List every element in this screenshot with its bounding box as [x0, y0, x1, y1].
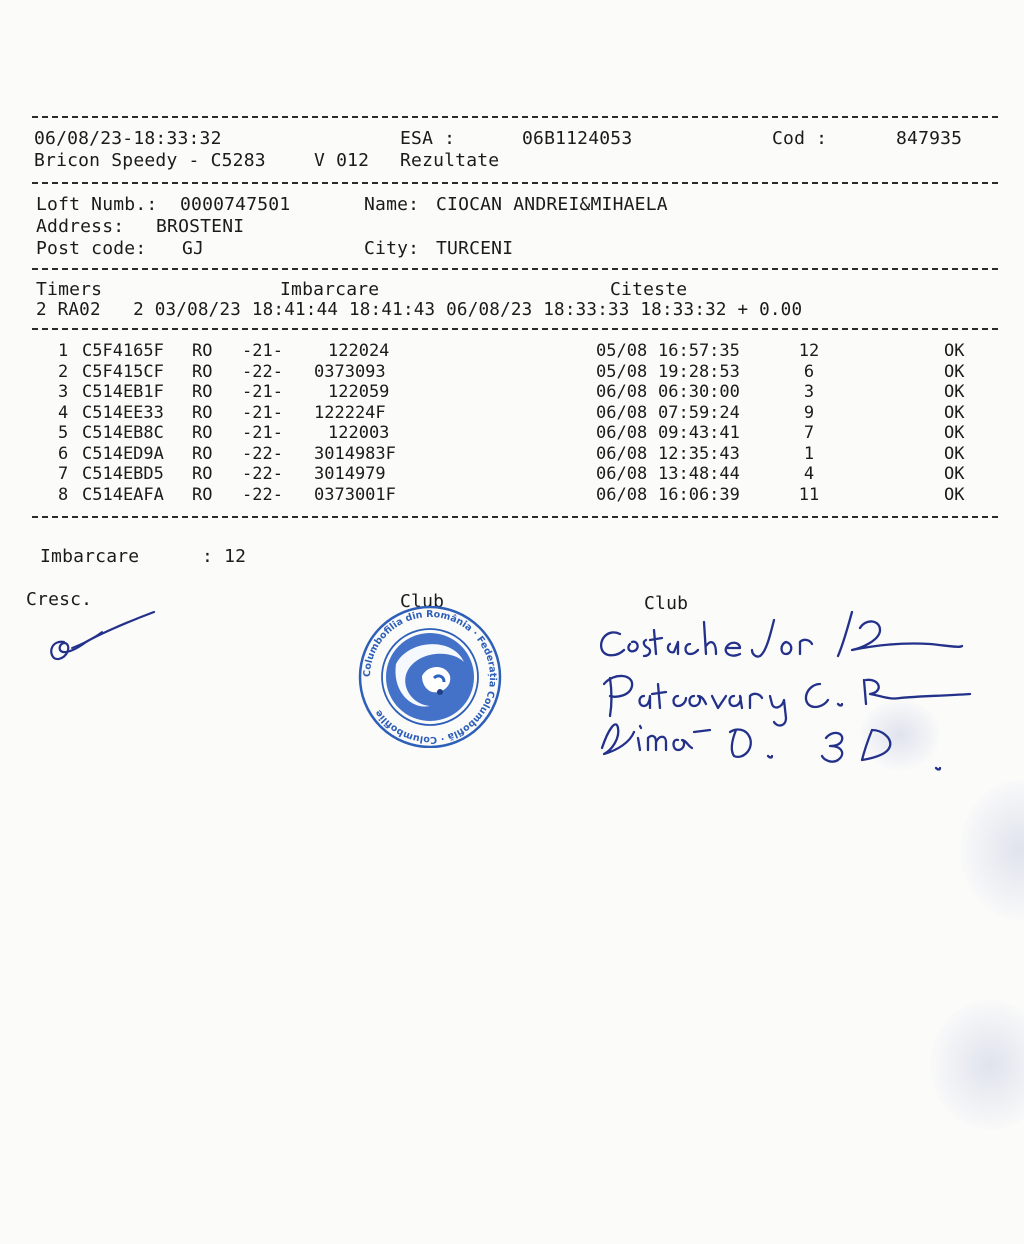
result-ring: C514EB8C: [82, 423, 164, 443]
print-datetime: 06/08/23-18:33:32: [34, 128, 222, 149]
result-year: -22-: [242, 464, 283, 484]
result-country: RO: [192, 402, 213, 423]
result-row: [0, 423, 1024, 443]
separator-line: [32, 268, 998, 270]
result-date: 06/08: [596, 484, 648, 505]
cod-label: Cod :: [772, 128, 828, 149]
city-value: TURCENI: [436, 238, 514, 259]
result-ring: C514EBD5: [82, 464, 164, 484]
result-no: 2: [58, 361, 69, 382]
result-ring: C514ED9A: [82, 443, 164, 464]
result-ring: C5F4165F: [82, 341, 164, 361]
result-row: [0, 464, 1024, 484]
result-number: 122003: [328, 423, 390, 443]
result-number: 3014979: [314, 464, 386, 484]
city-label: City:: [364, 238, 420, 259]
result-place: 12: [798, 341, 820, 361]
result-time: 12:35:43: [658, 443, 740, 464]
result-place: 1: [803, 443, 815, 464]
club-label-signatures: Club: [644, 593, 689, 614]
result-status: OK: [944, 382, 965, 402]
result-time: 19:28:53: [658, 361, 740, 382]
address-value: BROSTENI: [156, 216, 245, 237]
result-time: 06:30:00: [658, 382, 740, 402]
separator-line: [32, 516, 998, 518]
cresc-label: Cresc.: [26, 589, 93, 610]
citeste-label: Citeste: [610, 279, 688, 300]
result-year: -21-: [242, 382, 283, 402]
result-status: OK: [944, 361, 965, 382]
device-version: V 012: [314, 150, 370, 171]
result-row: [0, 382, 1024, 402]
summary-imbarcare-value: : 12: [202, 546, 247, 567]
result-no: 6: [58, 443, 69, 464]
paper-smudge: [930, 1000, 1024, 1130]
address-label: Address:: [36, 216, 125, 237]
result-country: RO: [192, 423, 213, 443]
club-label-stamp: Club: [400, 591, 445, 612]
result-year: -22-: [242, 361, 283, 382]
summary-imbarcare-label: Imbarcare: [40, 546, 140, 567]
result-country: RO: [192, 361, 213, 382]
result-place: 7: [803, 423, 815, 443]
result-time: 16:57:35: [658, 341, 740, 361]
result-country: RO: [192, 484, 213, 505]
result-place: 6: [803, 361, 815, 382]
postcode-value: GJ: [182, 238, 205, 259]
result-status: OK: [944, 423, 965, 443]
result-status: OK: [944, 443, 965, 464]
result-number: 122059: [328, 382, 390, 402]
result-place: 3: [803, 382, 815, 402]
result-country: RO: [192, 464, 213, 484]
result-ring: C514EAFA: [82, 484, 164, 505]
result-no: 1: [58, 341, 69, 361]
result-number: 3014983F: [314, 443, 396, 464]
result-status: OK: [944, 402, 965, 423]
result-place: 9: [803, 402, 815, 423]
result-row: [0, 341, 1024, 361]
name-value: CIOCAN ANDREI&MIHAELA: [436, 194, 668, 215]
result-ring: C5F415CF: [82, 361, 164, 382]
club-stamp: [356, 606, 504, 748]
result-country: RO: [192, 382, 213, 402]
result-time: 07:59:24: [658, 402, 740, 423]
imbarcare-label: Imbarcare: [280, 279, 380, 300]
result-country: RO: [192, 443, 213, 464]
result-row: [0, 403, 1024, 423]
report-title: Rezultate: [400, 150, 500, 171]
result-date: 06/08: [596, 443, 648, 464]
result-ring: C514EB1F: [82, 382, 164, 402]
result-date: 06/08: [596, 464, 648, 484]
result-status: OK: [944, 464, 965, 484]
result-date: 05/08: [596, 341, 648, 361]
result-number: 122024: [328, 341, 390, 361]
device-name: Bricon Speedy - C5283: [34, 150, 266, 171]
result-date: 06/08: [596, 402, 648, 423]
result-number: 122224F: [314, 402, 386, 423]
cod-value: 847935: [896, 128, 963, 149]
separator-line: [32, 116, 998, 118]
result-time: 13:48:44: [658, 464, 740, 484]
result-time: 09:43:41: [658, 423, 740, 443]
result-status: OK: [944, 341, 965, 361]
loft-label: Loft Numb.:: [36, 194, 158, 215]
result-no: 7: [58, 464, 69, 484]
result-date: 06/08: [596, 382, 648, 402]
timer-line: 2 RA02 2 03/08/23 18:41:44 18:41:43 06/08/23 18:33:33 18:33:32 + 0.00: [36, 300, 803, 320]
result-date: 05/08: [596, 361, 648, 382]
result-country: RO: [192, 341, 213, 361]
esa-value: 06B1124053: [522, 128, 633, 149]
result-row: [0, 485, 1024, 505]
name-label: Name:: [364, 194, 420, 215]
result-row: [0, 444, 1024, 464]
paper-smudge: [960, 780, 1024, 920]
result-status: OK: [944, 484, 965, 505]
result-year: -22-: [242, 484, 283, 505]
postcode-label: Post code:: [36, 238, 147, 259]
separator-line: [32, 182, 998, 184]
loft-value: 0000747501: [180, 194, 291, 215]
result-place: 11: [798, 484, 820, 505]
result-ring: C514EE33: [82, 402, 164, 423]
result-year: -21-: [242, 402, 283, 423]
result-year: -22-: [242, 443, 283, 464]
esa-label: ESA :: [400, 128, 456, 149]
result-row: [0, 362, 1024, 382]
result-year: -21-: [242, 341, 283, 361]
result-place: 4: [803, 464, 815, 484]
separator-line: [32, 328, 998, 330]
result-number: 0373001F: [314, 484, 396, 505]
result-no: 4: [58, 402, 69, 423]
result-date: 06/08: [596, 423, 648, 443]
result-no: 8: [58, 484, 69, 505]
committee-signatures: [590, 600, 990, 780]
result-no: 5: [58, 423, 69, 443]
result-number: 0373093: [314, 361, 386, 382]
result-no: 3: [58, 382, 69, 402]
stamp-ring-text: Columbofilia din România · Federația Columbofilă · Columbofilie: [361, 608, 499, 746]
result-time: 16:06:39: [658, 484, 740, 505]
breeder-signature: [42, 608, 172, 668]
result-year: -21-: [242, 423, 283, 443]
timers-label: Timers: [36, 279, 103, 300]
